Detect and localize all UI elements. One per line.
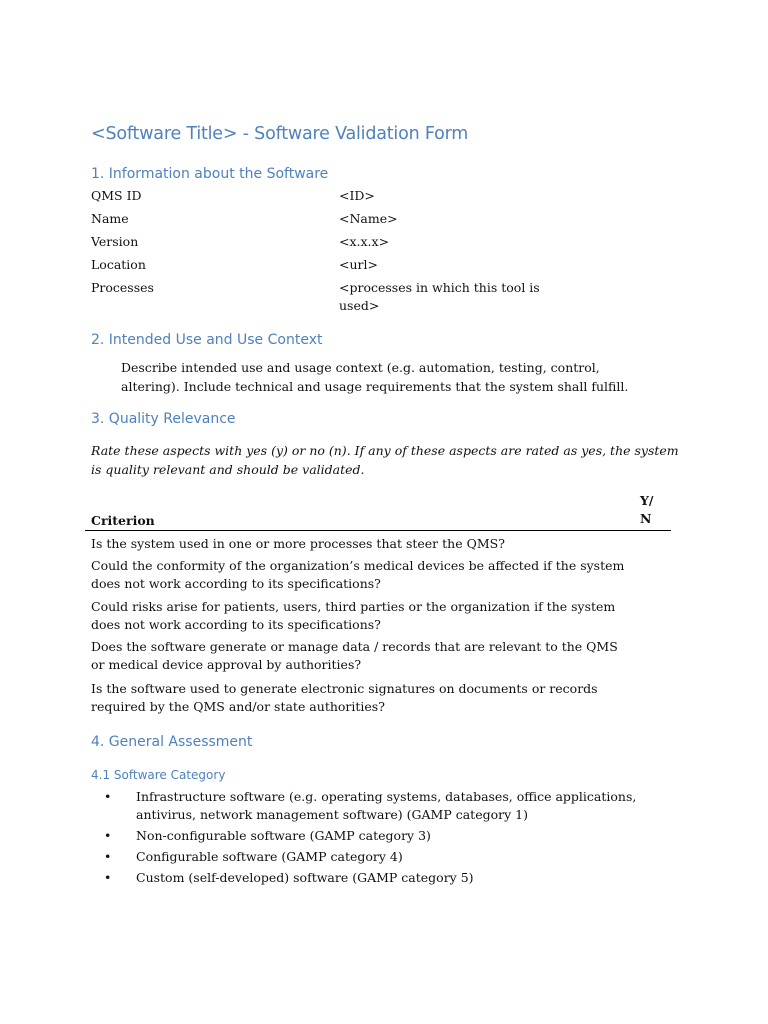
info-key: QMS ID bbox=[91, 188, 142, 203]
table-row: Does the software generate or manage data / records that are relevant to the QMS or medical device approval by authorities? bbox=[91, 639, 618, 672]
list-item-text: Non-configurable software (GAMP category 3) bbox=[136, 828, 431, 843]
table-row: Is the system used in one or more processes that steer the QMS? bbox=[91, 536, 505, 551]
section-4-1-heading: 4.1 Software Category bbox=[91, 768, 226, 782]
info-key: Version bbox=[91, 234, 139, 249]
table-row: Could risks arise for patients, users, third parties or the organization if the system does not work according to its specifications? bbox=[91, 599, 616, 632]
table-row: Is the software used to generate electronic signatures on documents or records required by the QMS and/or state authorities? bbox=[91, 681, 598, 714]
list-item-text: Infrastructure software (e.g. operating systems, databases, office applications, antivirus, network management software) (GAMP category 1) bbox=[136, 789, 637, 822]
criteria-table-header bbox=[85, 490, 671, 531]
bullet-icon: • bbox=[104, 789, 112, 804]
section-4-heading: 4. General Assessment bbox=[91, 734, 253, 750]
info-value: <ID> bbox=[339, 188, 375, 203]
list-item bbox=[100, 869, 660, 887]
document-title: <Software Title> - Software Validation Form bbox=[91, 124, 469, 144]
info-value: <Name> bbox=[339, 211, 398, 226]
table-row: Could the conformity of the organization’s medical devices be affected if the system does not work according to its specifications? bbox=[91, 558, 625, 591]
info-value: <x.x.x> bbox=[339, 234, 390, 249]
bullet-icon: • bbox=[104, 870, 112, 885]
criterion-column-header: Criterion bbox=[91, 513, 155, 528]
bullet-icon: • bbox=[104, 828, 112, 843]
list-item bbox=[100, 788, 660, 824]
info-value: <processes in which this tool is used> bbox=[339, 280, 540, 313]
section-2-heading: 2. Intended Use and Use Context bbox=[91, 332, 323, 348]
info-key: Location bbox=[91, 257, 146, 272]
list-item-text: Custom (self-developed) software (GAMP category 5) bbox=[136, 870, 474, 885]
list-item-text: Configurable software (GAMP category 4) bbox=[136, 849, 403, 864]
section-1-heading: 1. Information about the Software bbox=[91, 166, 329, 182]
software-category-list bbox=[100, 788, 660, 890]
yn-column-header: Y/ N bbox=[640, 493, 654, 526]
section-3-heading: 3. Quality Relevance bbox=[91, 411, 236, 427]
info-value: <url> bbox=[339, 257, 378, 272]
list-item bbox=[100, 848, 660, 866]
intended-use-text: Describe intended use and usage context (e.g. automation, testing, control, altering). Include technical and usage requirements that the system shall fulfill. bbox=[121, 360, 629, 394]
info-key: Name bbox=[91, 211, 129, 226]
quality-relevance-intro: Rate these aspects with yes (y) or no (n). If any of these aspects are rated as yes, the system is quality relevant and should be validated. bbox=[91, 443, 679, 477]
info-key: Processes bbox=[91, 280, 154, 295]
bullet-icon: • bbox=[104, 849, 112, 864]
list-item bbox=[100, 827, 660, 845]
